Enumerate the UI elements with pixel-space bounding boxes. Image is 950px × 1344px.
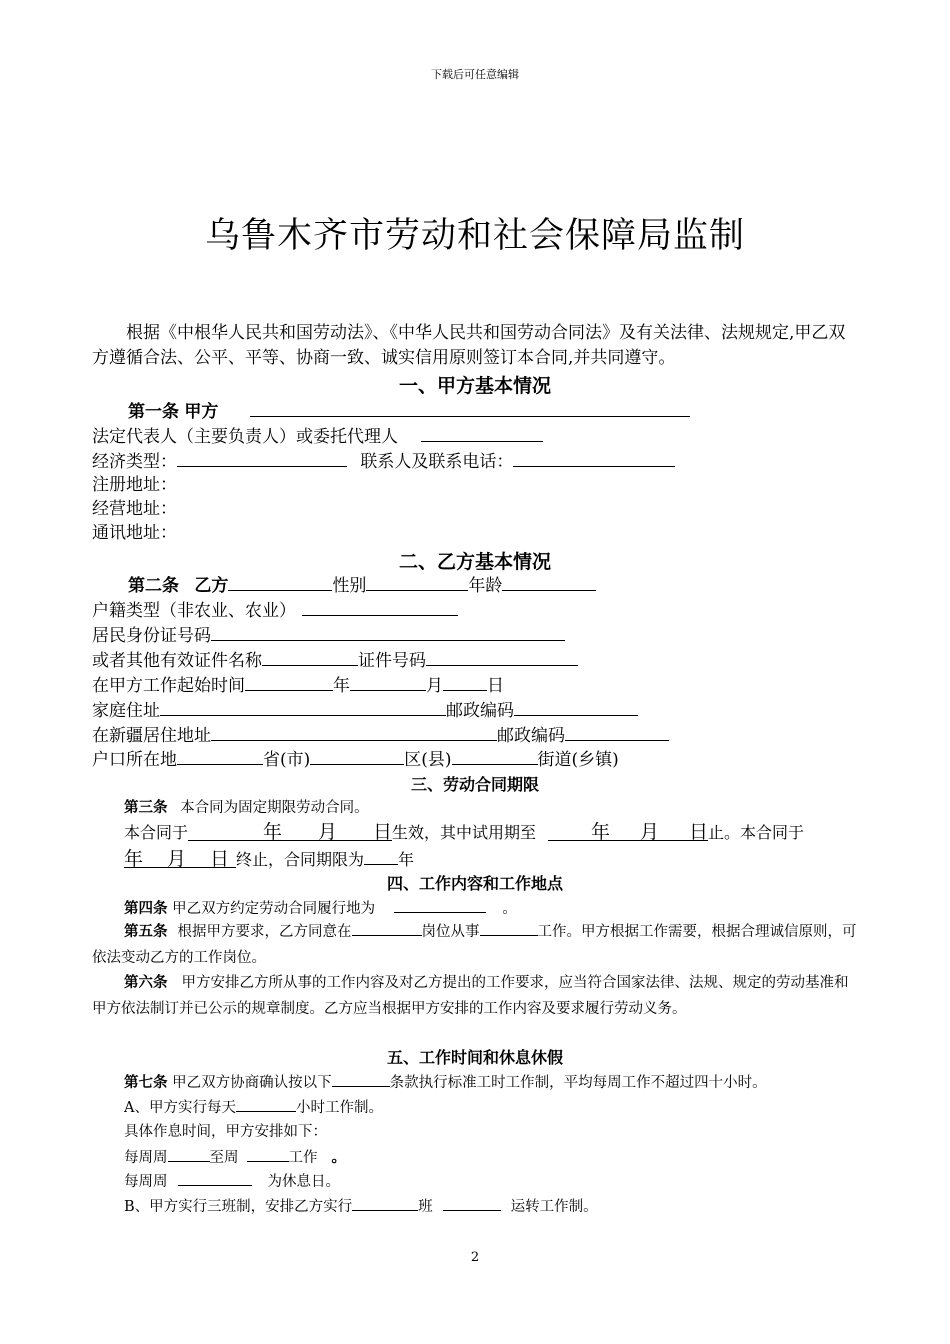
age-blank[interactable] [502, 572, 596, 591]
end-day-text: 日 [210, 848, 230, 870]
article-1-line [128, 398, 690, 424]
district-label: 区(县) [404, 750, 452, 770]
article-7-label: 第七条 [124, 1075, 168, 1091]
work-days-line [124, 1145, 346, 1170]
article-4-line [124, 896, 517, 921]
start-day-label: 日 [487, 676, 504, 696]
party-a-name-blank[interactable] [250, 398, 690, 417]
article-2-party: 乙方 [194, 576, 229, 596]
until-label: 止。本合同于 [708, 823, 805, 842]
gender-label: 性别 [332, 576, 367, 596]
article-5-text-a: 根据甲方要求，乙方同意在 [177, 924, 352, 940]
contract-end-date-blank[interactable] [124, 847, 236, 868]
item-b-text-1: B、甲方实行三班制，安排乙方实行 [124, 1199, 353, 1215]
cert-no-label: 证件号码 [358, 651, 426, 671]
biz-addr-label: 经营地址： [92, 499, 177, 519]
probation-month-text: 月 [640, 821, 660, 843]
mail-addr-label: 通讯地址： [92, 523, 177, 543]
econ-type-line [92, 448, 675, 474]
article-2-label: 第二条 [128, 576, 179, 596]
rest-day-line [124, 1169, 340, 1194]
hukou-type-label: 户籍类型（非农业、农业） [92, 601, 296, 621]
daily-hours-blank[interactable] [236, 1095, 296, 1112]
article-3-line [124, 796, 369, 820]
xj-addr-blank[interactable] [211, 722, 497, 741]
week-from-blank[interactable] [168, 1145, 210, 1162]
week-from-label: 每周周 [124, 1150, 168, 1166]
item-b-text-3: 运转工作制。 [510, 1199, 598, 1215]
article-5-text-c: 工作。甲方根据工作需要，根据合理诚信原则，可依法变动乙方的工作岗位。 [92, 924, 857, 966]
start-day-text: 日 [373, 821, 393, 843]
shift-blank[interactable] [352, 1194, 418, 1211]
xj-postcode-blank[interactable] [565, 722, 669, 741]
legal-rep-label: 法定代表人（主要负责人）或委托代理人 [92, 427, 398, 447]
section-2-heading: 二、乙方基本情况 [398, 551, 551, 573]
hukou-loc-line [92, 746, 619, 772]
contract-start-date-blank[interactable] [188, 820, 392, 841]
start-year-text: 年 [262, 821, 282, 843]
xj-postcode-label: 邮政编码 [497, 726, 565, 746]
probation-end-blank[interactable] [548, 820, 708, 841]
clause-blank[interactable] [332, 1070, 390, 1087]
section-5-heading: 五、工作时间和休息休假 [386, 1048, 563, 1067]
article-1-party: 甲方 [184, 402, 219, 422]
home-addr-label: 家庭住址 [92, 701, 160, 721]
xj-addr-line [92, 722, 669, 748]
section-1-heading: 一、甲方基本情况 [398, 375, 551, 397]
district-blank[interactable] [310, 746, 404, 765]
item-a-line [124, 1095, 383, 1120]
xj-addr-label: 在新疆居住地址 [92, 726, 211, 746]
econ-type-blank[interactable] [177, 448, 347, 467]
article-3-text: 本合同为固定期限劳动合同。 [180, 800, 369, 816]
end-year-text: 年 [124, 848, 144, 870]
preamble: 根据《中根华人民共和国劳动法》、《中华人民共和国劳动合同法》及有关法律、法规规定,甲乙双方遵循合法、公平、平等、协商一致、诚实信用原则签订本合同,并共同遵守。 [92, 323, 846, 368]
street-blank[interactable] [452, 746, 538, 765]
id-number-label: 居民身份证号码 [92, 626, 211, 646]
start-time-label: 在甲方工作起始时间 [92, 676, 245, 696]
legal-rep-line [92, 423, 543, 449]
street-label: 街道(乡镇) [537, 750, 619, 770]
reg-addr-label: 注册地址： [92, 475, 177, 495]
other-cert-label: 或者其他有效证件名称 [92, 651, 262, 671]
article-5-label: 第五条 [124, 924, 168, 940]
article-4-text: 甲乙双方约定劳动合同履行地为 [172, 901, 376, 917]
section-3-heading: 三、劳动合同期限 [410, 775, 539, 794]
province-blank[interactable] [177, 746, 263, 765]
article-2-line [128, 572, 596, 598]
job-blank[interactable] [480, 919, 538, 936]
article-4-end: 。 [502, 901, 517, 917]
id-number-blank[interactable] [211, 622, 565, 641]
start-year-blank[interactable] [245, 672, 333, 691]
work-place-blank[interactable] [394, 896, 486, 913]
section-4-heading: 四、工作内容和工作地点 [386, 874, 563, 893]
home-addr-blank[interactable] [160, 697, 446, 716]
province-label: 省(市) [263, 750, 311, 770]
rest-day-label: 为休息日。 [267, 1174, 340, 1190]
week-to-label: 至周 [209, 1150, 239, 1166]
end-month-text: 月 [167, 848, 187, 870]
item-b-line [124, 1194, 598, 1219]
article-7-text-b: 条款执行标准工时工作制，平均每周工作不超过四十小时。 [389, 1075, 767, 1091]
effective-label: 生效，其中试用期至 [392, 823, 537, 842]
other-cert-blank[interactable] [262, 647, 358, 666]
home-postcode-label: 邮政编码 [446, 701, 514, 721]
hukou-type-blank[interactable] [302, 597, 458, 616]
post-blank[interactable] [352, 919, 422, 936]
hukou-loc-label: 户口所在地 [92, 750, 177, 770]
item-b-text-2: 班 [418, 1199, 433, 1215]
article-6-text: 甲方安排乙方所从事的工作内容及对乙方提出的工作要求，应当符合国家法律、法规、规定的劳动基准和甲方依法制订并已公示的规章制度。乙方应当根据甲方安排的工作内容及要求履行劳动义务。 [92, 975, 849, 1017]
home-addr-line [92, 697, 638, 723]
start-year-label: 年 [333, 676, 350, 696]
probation-year-text: 年 [590, 821, 610, 843]
header-note: 下载后可任意编辑 [431, 68, 519, 81]
term-years-blank[interactable] [364, 846, 398, 865]
work-period: 。 [331, 1150, 346, 1166]
home-postcode-blank[interactable] [514, 697, 638, 716]
start-month-label: 月 [426, 676, 443, 696]
start-time-line [92, 672, 504, 698]
econ-type-label: 经济类型： [92, 452, 177, 472]
article-6-label: 第六条 [124, 975, 168, 991]
contact-blank[interactable] [513, 448, 675, 467]
contract-from-label: 本合同于 [124, 823, 189, 842]
other-cert-line [92, 647, 578, 673]
start-month-text: 月 [317, 821, 337, 843]
probation-day-text: 日 [689, 821, 709, 843]
article-5-text-b: 岗位从事 [421, 924, 480, 940]
article-7-text-a: 甲乙双方协商确认按以下 [172, 1075, 332, 1091]
article-5 [92, 919, 860, 971]
term-years-label: 年 [398, 850, 415, 869]
contract-term-line-1 [124, 820, 804, 845]
start-month-blank[interactable] [350, 672, 426, 691]
work-label: 工作 [288, 1150, 318, 1166]
start-day-blank[interactable] [443, 672, 487, 691]
end-label: 终止，合同期限为 [236, 850, 365, 869]
contact-label: 联系人及联系电话： [360, 452, 514, 472]
rest-intro: 具体作息时间，甲方安排如下： [124, 1124, 327, 1140]
week-to-blank[interactable] [247, 1145, 289, 1162]
id-number-line [92, 622, 565, 648]
article-3-label: 第三条 [124, 800, 168, 816]
gender-blank[interactable] [366, 572, 468, 591]
item-a-text-2: 小时工作制。 [295, 1100, 383, 1116]
article-6 [92, 970, 860, 1022]
contract-term-line-2 [124, 846, 414, 872]
rotation-blank[interactable] [443, 1194, 501, 1211]
article-7-line [124, 1070, 767, 1095]
item-a-text-1: A、甲方实行每天 [124, 1100, 236, 1116]
party-b-name-blank[interactable] [228, 572, 332, 591]
age-label: 年龄 [468, 576, 503, 596]
hukou-type-line [92, 597, 458, 623]
page-number: 2 [470, 1250, 480, 1265]
weekly-label: 每周周 [124, 1174, 168, 1190]
rest-day-blank[interactable] [178, 1169, 252, 1186]
article-4-label: 第四条 [124, 901, 168, 917]
cert-no-blank[interactable] [426, 647, 578, 666]
legal-rep-blank[interactable] [421, 423, 543, 442]
document-title: 乌鲁木齐市劳动和社会保障局监制 [204, 216, 745, 256]
article-1-label: 第一条 [128, 402, 179, 422]
